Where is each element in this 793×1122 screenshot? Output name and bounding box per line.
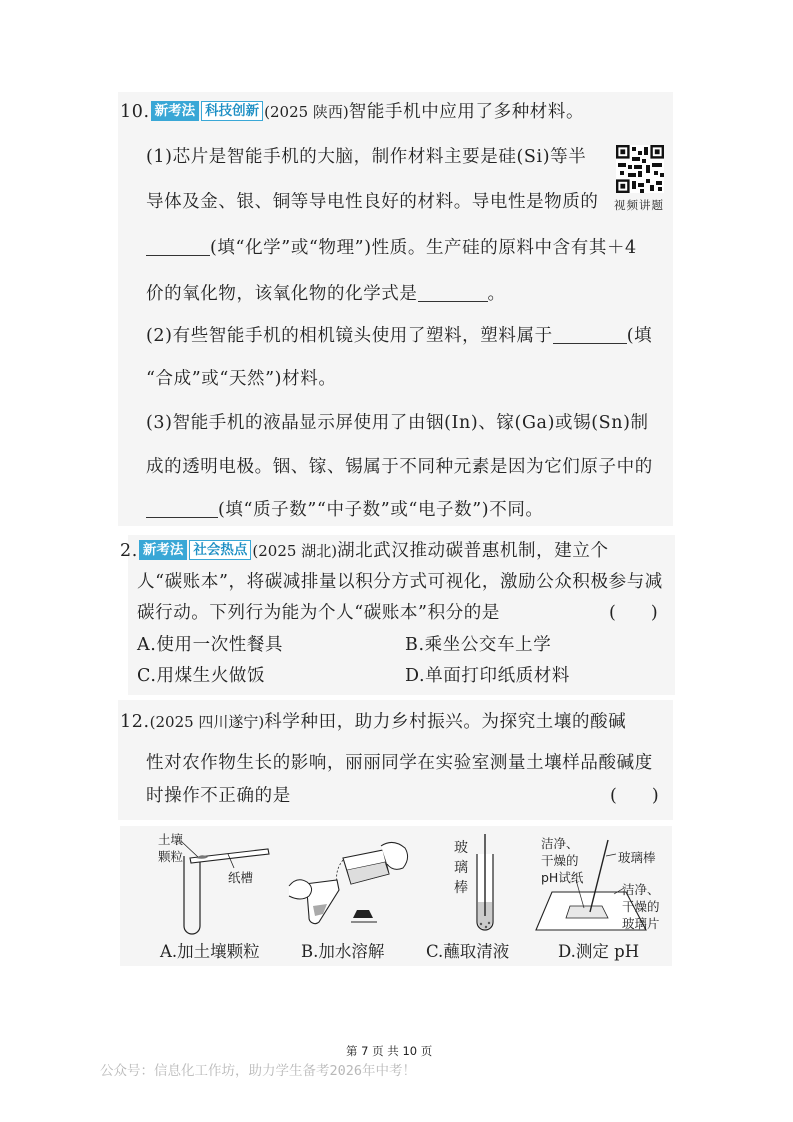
source-label: (2025 陕西) [264, 103, 349, 121]
option-a[interactable]: A.使用一次性餐具 [137, 635, 284, 655]
option-b[interactable]: B.乘坐公交车上学 [405, 635, 552, 655]
q10-p3-line3: (填“质子数”“中子数”或“电子数”)不同。 [146, 498, 544, 522]
option-b-caption: B.加水溶解 [301, 942, 385, 961]
watermark: 公众号：信息化工作坊，助力学生备考2026年中考！ [100, 1063, 417, 1079]
page-number: 第 7 页 共 10 页 [346, 1044, 433, 1058]
source-label: (2025 四川遂宁) [149, 713, 265, 731]
pouring-water-illustration [285, 834, 415, 939]
glass-label-1: 玻 [454, 840, 468, 856]
q10-p1-line4: 价的氧化物，该氧化物的化学式是 。 [146, 284, 506, 304]
q12-line1: 12.(2025 四川遂宁)科学种田，助力乡村振兴。为探究土壤的酸碱 [120, 712, 627, 732]
q10-p1-line3: (填“化学”或“物理”)性质。生产硅的原料中含有其＋4 [146, 236, 637, 260]
q2-line3: 碳行动。下列行为能为个人“碳账本”积分的是 [137, 603, 500, 623]
answer-blank[interactable] [553, 329, 627, 344]
q12-answer-paren[interactable]: ( ) [610, 786, 659, 806]
q12-line2: 性对农作物生长的影响，丽丽同学在实验室测量土壤样品酸碱度 [146, 753, 653, 773]
glass-rod-label: 玻璃棒 [618, 850, 656, 865]
answer-blank[interactable] [418, 287, 488, 302]
clean-dry-label-2: 洁净、 [622, 882, 660, 897]
category-tag: 科技创新 [201, 101, 263, 121]
new-method-tag: 新考法 [139, 540, 188, 560]
q10-p1-line2: 导体及金、银、铜等导电性良好的材料。导电性是物质的 [146, 192, 599, 212]
option-d[interactable]: D.单面打印纸质材料 [405, 666, 570, 686]
source-label: (2025 湖北) [252, 542, 338, 560]
question-number: 10. [120, 102, 150, 122]
glass-label-3: 棒 [454, 880, 468, 896]
q10-p1-line1: (1)芯片是智能手机的大脑，制作材料主要是硅(Si)等半 [146, 147, 587, 167]
option-d-caption: D.测定 pH [558, 942, 640, 961]
q2-line1: 2. 新考法 社会热点 (2025 湖北)湖北武汉推动碳普惠机制，建立个 [120, 541, 609, 561]
ph-paper-label: pH试纸 [541, 870, 584, 885]
clean-dry-label: 洁净、 [541, 836, 579, 851]
q10-p2-line1: (2)有些智能手机的相机镜头使用了塑料，塑料属于 (填 [146, 326, 653, 346]
qr-caption: 视频讲题 [614, 198, 664, 212]
q10-p3-line1: (3)智能手机的液晶显示屏使用了由铟(In)、镓(Ga)或锡(Sn)制 [146, 413, 649, 433]
answer-blank[interactable] [146, 503, 218, 518]
q2-line2: 人“碳账本”，将碳减排量以积分方式可视化，激励公众积极参与减 [137, 572, 663, 592]
q10-header [120, 100, 584, 124]
glass-label-2: 璃 [454, 860, 468, 876]
answer-blank[interactable] [146, 241, 210, 256]
question-number: 2. [120, 541, 138, 561]
q12-line3: 时操作不正确的是 [146, 786, 291, 806]
option-a-caption: A.加土壤颗粒 [160, 942, 260, 961]
question-stem: 智能手机中应用了多种材料。 [348, 102, 585, 122]
dry-label: 干燥的 [541, 853, 579, 868]
dry-label-2: 干燥的 [622, 899, 660, 914]
option-c-caption: C.蘸取清液 [426, 942, 510, 961]
category-tag: 社会热点 [189, 540, 251, 560]
q10-p2-line2: “合成”或“天然”)材料。 [146, 369, 337, 389]
glass-plate-label: 玻璃片 [622, 916, 660, 931]
qr-code-icon[interactable] [616, 145, 664, 193]
q2-answer-paren[interactable]: ( ) [609, 603, 658, 623]
option-c[interactable]: C.用煤生火做饭 [137, 666, 266, 686]
q10-p3-line2: 成的透明电极。铟、镓、锡属于不同种元素是因为它们原子中的 [146, 457, 653, 477]
particle-label: 颗粒 [158, 849, 184, 864]
soil-label: 土壤 [158, 832, 184, 847]
soil-tube-illustration [170, 838, 280, 938]
new-method-tag: 新考法 [151, 101, 200, 121]
question-number: 12. [120, 712, 150, 732]
trough-label: 纸槽 [228, 870, 254, 885]
